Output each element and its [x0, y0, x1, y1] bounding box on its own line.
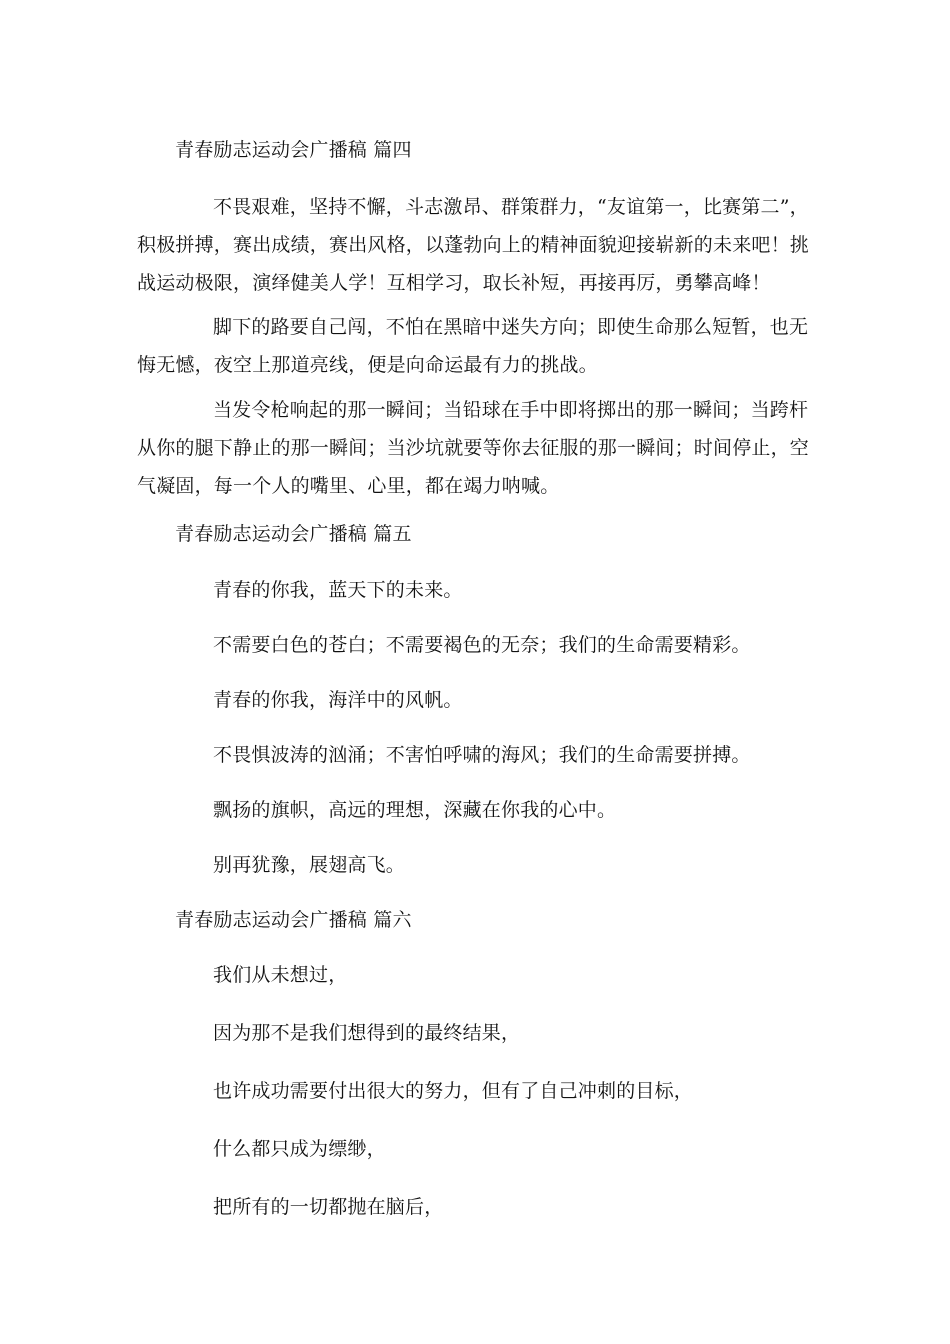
- section-heading-6: 青春励志运动会广播稿 篇六: [175, 909, 412, 931]
- verse-line: 别再犹豫，展翅高飞。: [213, 854, 406, 876]
- verse-line: 也许成功需要付出很大的努力，但有了自己冲刺的目标，: [213, 1080, 694, 1102]
- verse-line: 不需要白色的苍白；不需要褐色的无奈；我们的生命需要精彩。: [213, 634, 751, 656]
- paragraph: 脚下的路要自己闯，不怕在黑暗中迷失方向；即使生命那么短暂，也无悔无憾，夜空上那道亮线，便是向命运最有力的挑战。: [137, 316, 809, 376]
- paragraph: 不畏艰难，坚持不懈，斗志激昂、群策群力，“友谊第一，比赛第二”，积极拼搏，赛出成绩，赛出风格，以蓬勃向上的精神面貌迎接崭新的未来吧！挑战运动极限，演绎健美人学！互相学习，取长补短，再接再厉，勇攀高峰！: [137, 196, 810, 294]
- verse-line: 不畏惧波涛的汹涌；不害怕呼啸的海风；我们的生命需要拼搏。: [213, 744, 751, 766]
- verse-line: 青春的你我，蓝天下的未来。: [213, 579, 463, 601]
- verse-line: 因为那不是我们想得到的最终结果，: [213, 1022, 521, 1044]
- verse-line: 什么都只成为缥缈，: [213, 1138, 386, 1160]
- section-heading-4: 青春励志运动会广播稿 篇四: [175, 139, 412, 161]
- section-heading-5: 青春励志运动会广播稿 篇五: [175, 523, 412, 545]
- paragraph: 当发令枪响起的那一瞬间；当铅球在手中即将掷出的那一瞬间；当跨杆从你的腿下静止的那一瞬间；当沙坑就要等你去征服的那一瞬间；时间停止，空气凝固，每一个人的嘴里、心里，都在竭力呐喊。: [137, 399, 810, 497]
- verse-line: 飘扬的旗帜，高远的理想，深藏在你我的心中。: [213, 799, 617, 821]
- verse-line: 青春的你我，海洋中的风帆。: [213, 689, 463, 711]
- verse-line: 把所有的一切都抛在脑后，: [213, 1196, 444, 1218]
- verse-line: 我们从未想过，: [213, 964, 348, 986]
